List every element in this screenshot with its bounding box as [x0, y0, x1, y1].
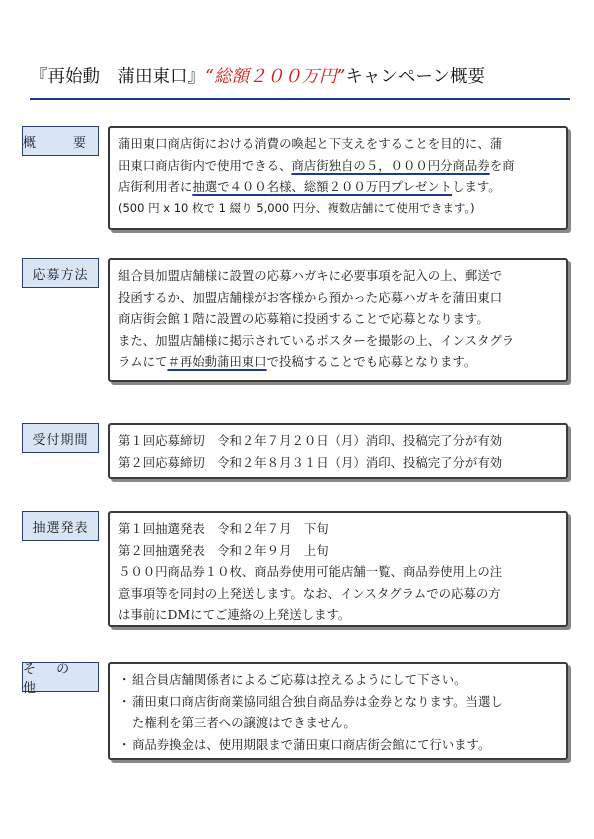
body-line: 投函するか、加盟店舗様がお客様から預かった応募ハガキを蒲田東口: [118, 289, 503, 305]
body-line: 第２回抽選発表 令和２年９月 上旬: [118, 542, 329, 558]
body-text: を商: [489, 157, 515, 173]
body-line: 組合員加盟店舗様に設置の応募ハガキに必要事項を記入の上、郵送で: [118, 268, 503, 283]
body-line: 第２回応募締切 令和２年８月３１日（月）消印、投稿完了分が有効: [118, 454, 503, 470]
body-line: ５００円商品券１０枚、商品券使用可能店舗一覧、商品券使用上の注: [118, 564, 503, 579]
body-line: [118, 176, 560, 198]
title-suffix: キャンペーン概要: [345, 67, 486, 87]
section-body: [108, 662, 568, 760]
body-line: (500 円 x 10 枚で 1 綴り 5,000 円分、複数店舗にて使用できます。): [118, 200, 475, 215]
section-body: [108, 511, 568, 627]
list-item-text: 組合員店舗関係者によるご応募は控えるようにして下さい。: [132, 672, 467, 687]
hashtag-text: ＃再始動蒲田東口: [167, 354, 267, 369]
underlined-text: 抽選で４００名様、総額２００万円プレゼント: [192, 179, 453, 194]
section-reception-period: [22, 423, 572, 479]
section-label: 概 要: [22, 126, 99, 156]
body-line: 蒲田東口商店街における消費の喚起と下支えをすることを目的に、蒲: [118, 136, 503, 151]
list-item: [118, 669, 560, 691]
section-body: [108, 258, 568, 382]
section-label: 抽選発表: [22, 511, 99, 541]
bullet: ・: [118, 736, 131, 752]
body-line: 意事項等を同封の上発送します。なお、インスタグラムでの応募の方: [118, 585, 501, 601]
section-other: [22, 662, 572, 762]
title-prefix: 『再始動 蒲田東口』: [30, 67, 205, 87]
bullet: ・: [118, 672, 131, 687]
body-line: 第１回抽選発表 令和２年７月 下旬: [118, 521, 329, 536]
body-text: 店街利用者に: [118, 179, 193, 194]
body-line: [118, 351, 560, 373]
bullet: ・: [118, 693, 131, 709]
body-line: また、加盟店舗様に掲示されているポスターを撮影の上、インスタグラ: [118, 332, 515, 348]
section-lottery-announcement: [22, 511, 572, 626]
section-label: そ の 他: [22, 662, 99, 692]
page-title: [30, 64, 570, 100]
body-line: は事前にDMにてご連絡の上発送します。: [118, 607, 351, 622]
list-item-continuation: た権利を第三者への譲渡はできません。: [132, 715, 356, 730]
section-how-to-apply: [22, 258, 572, 383]
section-body: [108, 423, 568, 479]
section-label: 応募方法: [22, 258, 99, 288]
body-text: で投稿することでも応募となります。: [266, 354, 477, 369]
body-line: [118, 155, 560, 177]
body-line: 商店街会館１階に設置の応募箱に投函することで応募となります。: [118, 311, 489, 326]
list-item-text: 蒲田東口商店街商業協同組合独自商品券は金券となります。当選し: [132, 693, 503, 709]
title-highlight: “総額２００万円”: [205, 67, 346, 87]
section-body: [108, 126, 568, 230]
list-item-text: 商品券換金は、使用期限まで蒲田東口商店街会館にて行います。: [132, 736, 491, 752]
section-label: 受付期間: [22, 423, 99, 453]
list-item: [118, 734, 560, 756]
underlined-text: 商店街独自の５，０００円分商品券: [291, 157, 490, 173]
body-text: 田東口商店街内で使用できる、: [118, 157, 292, 173]
body-line: 第１回応募締切 令和２年７月２０日（月）消印、投稿完了分が有効: [118, 433, 503, 448]
section-overview: [22, 126, 572, 226]
list-item: [118, 691, 560, 713]
body-text: します。: [452, 179, 501, 194]
body-text: ラムにて: [118, 354, 168, 369]
